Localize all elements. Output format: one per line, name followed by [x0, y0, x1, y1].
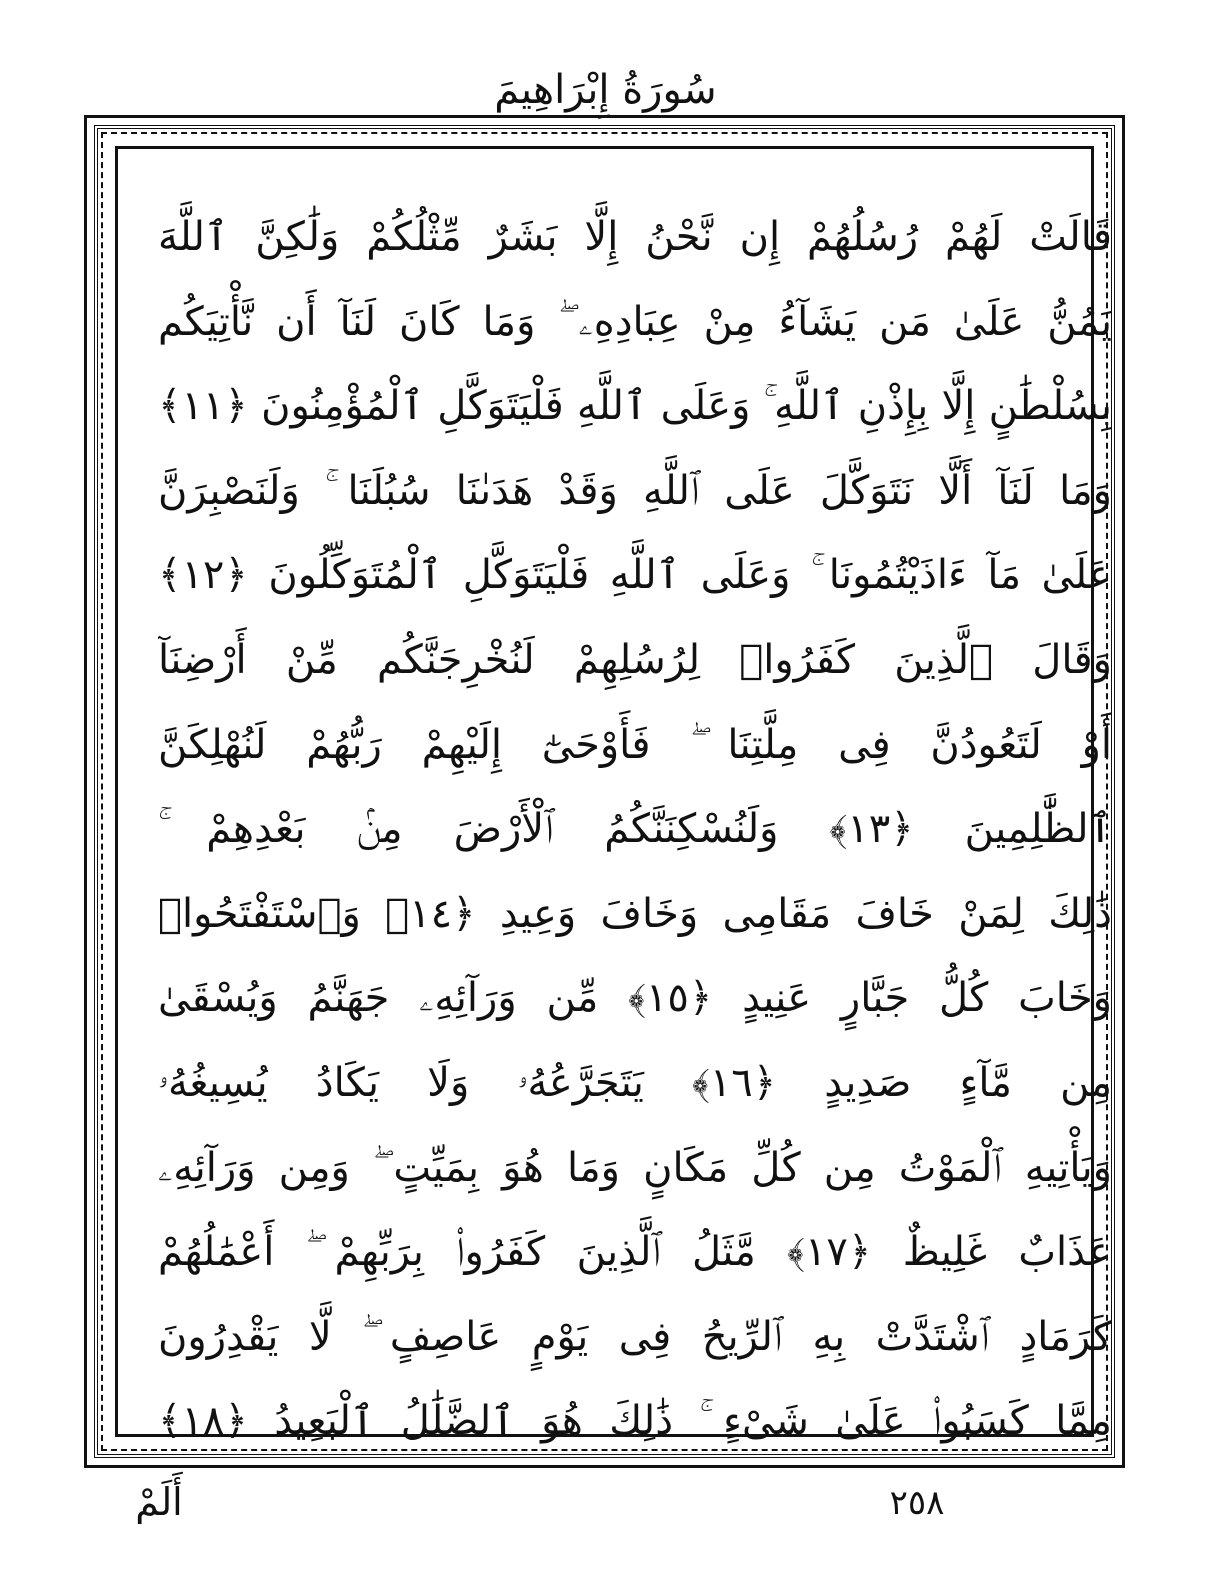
text-line-6: وَقَالَ ٱلَّذِينَ كَفَرُوا۟ لِرُسُلِهِمْ لَنُخْرِجَنَّكُم مِّنْ أَرْضِنَآ	[158, 636, 1112, 683]
text-line-13: عَذَابٌ غَلِيظٌ ﴿١٧﴾ مَّثَلُ ٱلَّذِينَ كَفَرُوا۟ بِرَبِّهِمْ ۖ أَعْمَٰلُهُمْ	[158, 1229, 1112, 1276]
text-line-9: ذَٰلِكَ لِمَنْ خَافَ مَقَامِى وَخَافَ وَعِيدِ ﴿١٤﴾ وَٱسْتَفْتَحُوا۟	[158, 890, 1112, 937]
text-frame	[115, 146, 1112, 1445]
text-line-12: وَيَأْتِيهِ ٱلْمَوْتُ مِن كُلِّ مَكَانٍ وَمَا هُوَ بِمَيِّتٍ ۖ وَمِن وَرَآئِهِۦ	[158, 1144, 1112, 1191]
text-line-7: أَوْ لَتَعُودُنَّ فِى مِلَّتِنَا ۖ فَأَوْحَىٰٓ إِلَيْهِمْ رَبُّهُمْ لَنُهْلِكَنَّ	[158, 721, 1112, 768]
text-line-1: قَالَتْ لَهُمْ رُسُلُهُمْ إِن نَّحْنُ إِلَّا بَشَرٌ مِّثْلُكُمْ وَلَٰكِنَّ ٱللَّهَ	[158, 214, 1112, 260]
text-line-11: مِن مَّآءٍ صَدِيدٍ ﴿١٦﴾ يَتَجَرَّعُهُۥ وَلَا يَكَادُ يُسِيغُهُۥ	[158, 1059, 1112, 1106]
juz-name: أَلَمْ	[135, 1480, 183, 1524]
text-line-4: وَمَا لَنَآ أَلَّا نَتَوَكَّلَ عَلَى ٱللَّهِ وَقَدْ هَدَىٰنَا سُبُلَنَا ۚ وَلَنَصْبِرَنَّ	[158, 467, 1112, 514]
verse-text-block	[158, 195, 1112, 1464]
text-line-10: وَخَابَ كُلُّ جَبَّارٍ عَنِيدٍ ﴿١٥﴾ مِّن وَرَآئِهِۦ جَهَنَّمُ وَيُسْقَىٰ	[158, 975, 1112, 1022]
page-border-frame	[84, 115, 1125, 1468]
text-line-15: مِمَّا كَسَبُوا۟ عَلَىٰ شَىْءٍ ۚ ذَٰلِكَ هُوَ ٱلضَّلَٰلُ ٱلْبَعِيدُ ﴿١٨﴾	[158, 1398, 1112, 1445]
text-line-2: يَمُنُّ عَلَىٰ مَن يَشَآءُ مِنْ عِبَادِهِۦ ۖ وَمَا كَانَ لَنَآ أَن نَّأْتِيَكُم	[158, 298, 1112, 345]
text-line-3: بِسُلْطَٰنٍ إِلَّا بِإِذْنِ ٱللَّهِ ۚ وَعَلَى ٱللَّهِ فَلْيَتَوَكَّلِ ٱلْمُؤْمِنُونَ ﴿١١﴾	[158, 383, 1112, 430]
surah-title: سُورَةُ إِبْرَاهِيمَ	[494, 67, 717, 113]
text-line-8: ٱلظَّٰلِمِينَ ﴿١٣﴾ وَلَنُسْكِنَنَّكُمُ ٱلْأَرْضَ مِنۢ بَعْدِهِمْ ۚ	[158, 806, 1112, 853]
text-line-14: كَرَمَادٍ ٱشْتَدَّتْ بِهِ ٱلرِّيحُ فِى يَوْمٍ عَاصِفٍ ۖ لَّا يَقْدِرُونَ	[158, 1313, 1112, 1360]
page-number: ٢٥٨	[889, 1483, 945, 1523]
text-line-5: عَلَىٰ مَآ ءَاذَيْتُمُونَا ۚ وَعَلَى ٱللَّهِ فَلْيَتَوَكَّلِ ٱلْمُتَوَكِّلُونَ ﴿١٢﴾	[158, 552, 1112, 599]
